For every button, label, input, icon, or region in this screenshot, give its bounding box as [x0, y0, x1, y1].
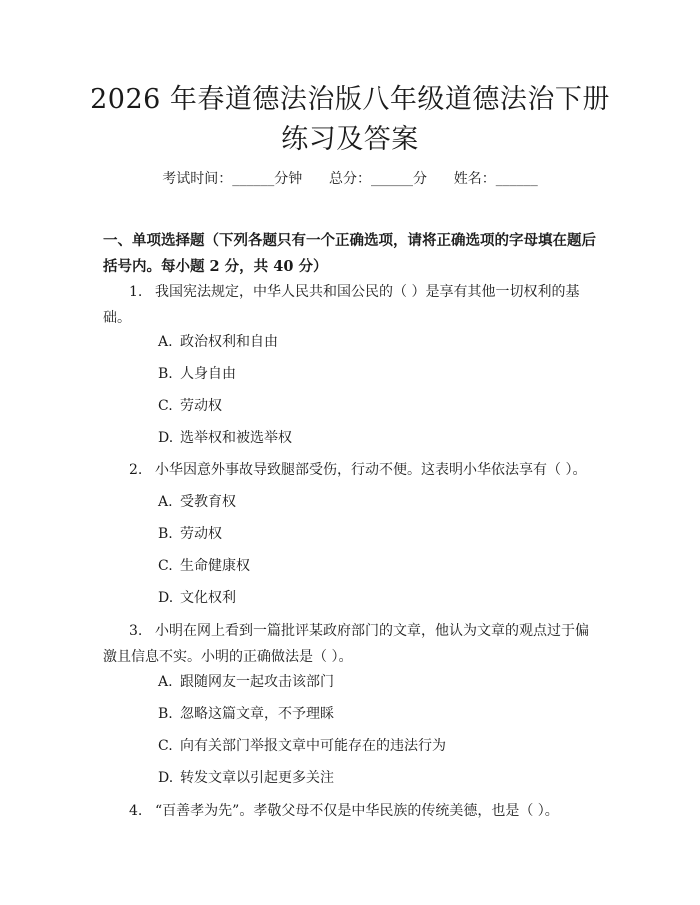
- question-4: [103, 798, 595, 824]
- option-text: 受教育权: [180, 494, 236, 510]
- q1-option-c: [158, 396, 222, 416]
- option-text: 跟随网友一起攻击该部门: [180, 674, 334, 690]
- question-number: 4.: [129, 803, 143, 819]
- question-number: 1.: [129, 284, 143, 300]
- option-letter: A.: [158, 334, 173, 350]
- question-text: 小明在网上看到一篇批评某政府部门的文章，他认为文章的观点过于偏激且信息不实。小明的正确做法是（ ）。: [103, 623, 589, 665]
- question-3: [103, 618, 595, 670]
- q1-option-a: [158, 332, 278, 352]
- option-letter: C.: [158, 738, 173, 754]
- option-text: 劳动权: [180, 398, 222, 414]
- option-text: 转发文章以引起更多关注: [180, 770, 334, 786]
- option-letter: A.: [158, 674, 173, 690]
- option-text: 忽略这篇文章，不予理睬: [180, 706, 334, 722]
- option-letter: A.: [158, 494, 173, 510]
- option-text: 人身自由: [180, 366, 236, 382]
- question-text: 小华因意外事故导致腿部受伤，行动不便。这表明小华依法享有（ ）。: [155, 462, 587, 478]
- q1-option-b: [158, 364, 236, 384]
- question-2: [103, 457, 595, 483]
- option-letter: D.: [158, 430, 174, 446]
- option-text: 文化权利: [180, 590, 236, 606]
- option-letter: C.: [158, 398, 173, 414]
- document-title: 2026 年春道德法治版八年级道德法治下册练习及答案: [90, 84, 610, 155]
- option-text: 选举权和被选举权: [180, 430, 292, 446]
- question-text: 我国宪法规定，中华人民共和国公民的（ ）是享有其他一切权利的基础。: [103, 284, 580, 326]
- q3-option-d: [158, 768, 334, 788]
- q2-option-b: [158, 524, 222, 544]
- option-text: 生命健康权: [180, 558, 250, 574]
- option-letter: D.: [158, 770, 174, 786]
- option-letter: B.: [158, 526, 173, 542]
- option-letter: B.: [158, 706, 173, 722]
- q1-option-d: [158, 428, 292, 448]
- q3-option-a: [158, 672, 334, 692]
- q2-option-a: [158, 492, 236, 512]
- question-1: [103, 279, 595, 331]
- question-number: 2.: [129, 462, 143, 478]
- q2-option-d: [158, 588, 236, 608]
- q3-option-b: [158, 704, 334, 724]
- question-text: “百善孝为先”。孝敬父母不仅是中华民族的传统美德，也是（ ）。: [155, 803, 559, 819]
- q3-option-c: [158, 736, 446, 756]
- q2-option-c: [158, 556, 250, 576]
- option-text: 向有关部门举报文章中可能存在的违法行为: [180, 738, 446, 754]
- option-text: 政治权利和自由: [180, 334, 278, 350]
- section-heading: 一、单项选择题（下列各题只有一个正确选项，请将正确选项的字母填在题后括号内。每小题 2 分，共 40 分）: [103, 232, 596, 275]
- option-letter: B.: [158, 366, 173, 382]
- question-number: 3.: [129, 623, 143, 639]
- exam-meta-line: 考试时间：______分钟 总分：______分 姓名：______: [162, 171, 538, 187]
- option-letter: D.: [158, 590, 174, 606]
- option-letter: C.: [158, 558, 173, 574]
- option-text: 劳动权: [180, 526, 222, 542]
